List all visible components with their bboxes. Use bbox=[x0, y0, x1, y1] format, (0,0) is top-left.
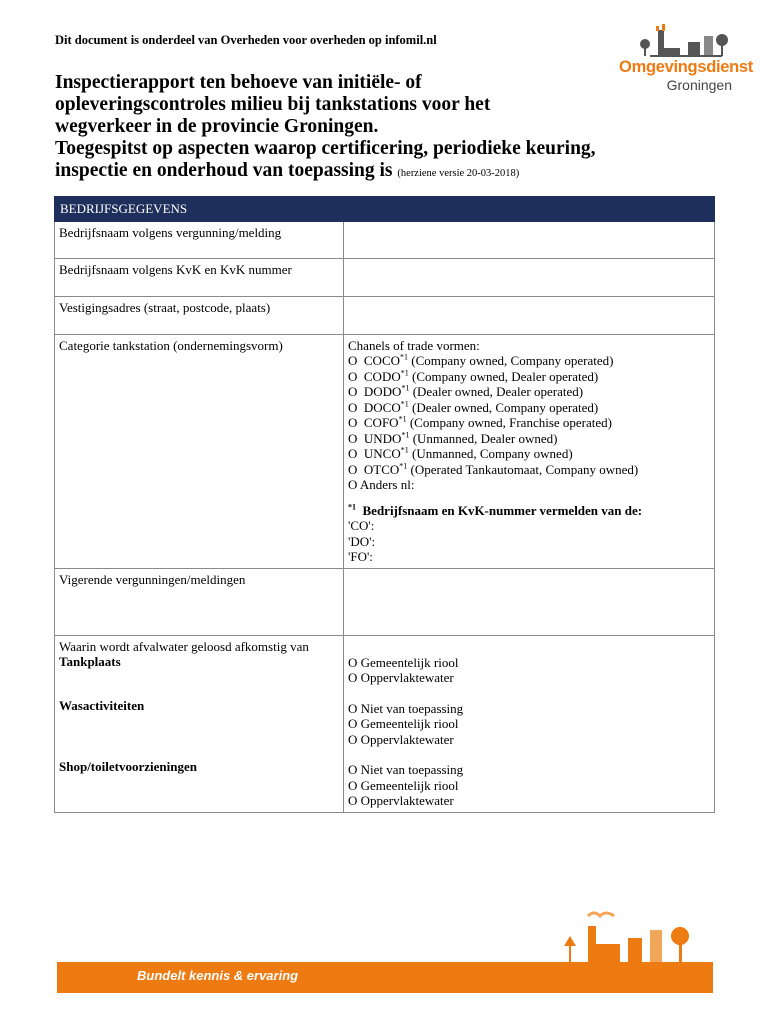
label-company-name: Bedrijfsnaam volgens vergunning/melding bbox=[55, 221, 344, 258]
label-address: Vestigingsadres (straat, postcode, plaats) bbox=[55, 296, 344, 334]
channel-option-unco[interactable]: O UNCO$^{*1}$ (Unmanned, Company owned) bbox=[348, 445, 573, 461]
shop-option-riool[interactable]: O Gemeentelijk riool bbox=[348, 777, 459, 793]
channel-option-codo[interactable]: O CODO$^{*1}$ (Company owned, Dealer operated) bbox=[348, 368, 599, 384]
label-category: Categorie tankstation (ondernemingsvorm) bbox=[55, 334, 344, 568]
permits-field[interactable] bbox=[344, 568, 715, 635]
logo-text-groningen: Groningen bbox=[666, 77, 732, 93]
top-note: Dit document is onderdeel van Overheden voor overheden op infomil.nl bbox=[55, 33, 437, 47]
logo-text-omgevingsdienst: Omgevingsdienst bbox=[619, 58, 753, 76]
table-row bbox=[55, 635, 715, 812]
channel-option-other[interactable]: O Anders nl: bbox=[348, 477, 415, 492]
shop-option-oppervlaktewater[interactable]: O Oppervlaktewater bbox=[348, 793, 454, 808]
title-line: Inspectierapport ten behoeve van initiële- of bbox=[55, 72, 422, 93]
table-row bbox=[55, 221, 715, 258]
category-options bbox=[344, 334, 715, 568]
shop-option-nvt[interactable]: O Niet van toepassing bbox=[348, 762, 464, 777]
note-item-co[interactable]: 'CO': bbox=[348, 518, 375, 533]
footer-slogan: Bundelt kennis & ervaring bbox=[137, 968, 299, 983]
channel-option-cofo[interactable]: O COFO$^{*1}$ (Company owned, Franchise operated) bbox=[348, 414, 612, 430]
address-field[interactable] bbox=[344, 296, 715, 334]
title-line: wegverkeer in de provincie Groningen. bbox=[55, 116, 379, 137]
wastewater-intro: Waarin wordt afvalwater geloosd afkomstig van bbox=[59, 638, 309, 654]
channel-option-dodo[interactable]: O DODO$^{*1}$ (Dealer owned, Dealer operated) bbox=[348, 383, 584, 399]
title-line: inspectie en onderhoud van toepassing is (herziene versie 20-03-2018) bbox=[55, 160, 520, 181]
was-option-riool[interactable]: O Gemeentelijk riool bbox=[348, 716, 459, 731]
channel-option-doco[interactable]: O DOCO$^{*1}$ (Dealer owned, Company operated) bbox=[348, 399, 599, 415]
channel-option-otco[interactable]: O OTCO$^{*1}$ (Operated Tankautomaat, Company owned) bbox=[348, 461, 639, 477]
footer-buildings-icon bbox=[548, 908, 698, 964]
wastewater-labels bbox=[55, 635, 344, 812]
document-title bbox=[55, 72, 695, 185]
label-kvk: Bedrijfsnaam volgens KvK en KvK nummer bbox=[55, 258, 344, 296]
label-wasactiviteiten: Wasactiviteiten bbox=[59, 697, 145, 713]
was-option-oppervlaktewater[interactable]: O Oppervlaktewater bbox=[348, 731, 454, 747]
kvk-field[interactable] bbox=[344, 258, 715, 296]
version-note: (herziene versie 20-03-2018) bbox=[397, 168, 520, 179]
table-row bbox=[55, 258, 715, 296]
was-option-nvt[interactable]: O Niet van toepassing bbox=[348, 700, 464, 716]
tankplaats-option-riool[interactable]: O Gemeentelijk riool bbox=[348, 654, 459, 670]
title-line: opleveringscontroles milieu bij tankstations voor het bbox=[55, 94, 491, 115]
title-line: Toegespitst op aspecten waarop certificering, periodieke keuring, bbox=[55, 138, 596, 159]
tankplaats-option-oppervlaktewater[interactable]: O Oppervlaktewater bbox=[348, 670, 454, 685]
table-row bbox=[55, 334, 715, 568]
company-data-table bbox=[54, 196, 715, 813]
note-item-fo[interactable]: 'FO': bbox=[348, 549, 373, 564]
company-name-field[interactable] bbox=[344, 221, 715, 258]
label-shop: Shop/toiletvoorzieningen bbox=[59, 759, 197, 774]
table-header: BEDRIJFSGEGEVENS bbox=[55, 197, 715, 222]
label-tankplaats: Tankplaats bbox=[59, 654, 121, 669]
channels-title: Chanels of trade vormen: bbox=[348, 337, 480, 353]
channel-option-coco[interactable]: O COCO$^{*1}$ (Company owned, Company operated) bbox=[348, 352, 614, 368]
channel-note: $^{*1}$ Bedrijfsnaam en KvK-nummer vermelden van de: bbox=[348, 502, 643, 518]
table-row bbox=[55, 568, 715, 635]
footer-bar bbox=[57, 962, 713, 993]
channel-option-undo[interactable]: O UNDO$^{*1}$ (Unmanned, Dealer owned) bbox=[348, 430, 558, 446]
logo-buildings-icon bbox=[636, 18, 736, 58]
label-permits: Vigerende vergunningen/meldingen bbox=[55, 568, 344, 635]
note-item-do[interactable]: 'DO': bbox=[348, 533, 376, 549]
wastewater-options bbox=[344, 635, 715, 812]
table-row bbox=[55, 296, 715, 334]
